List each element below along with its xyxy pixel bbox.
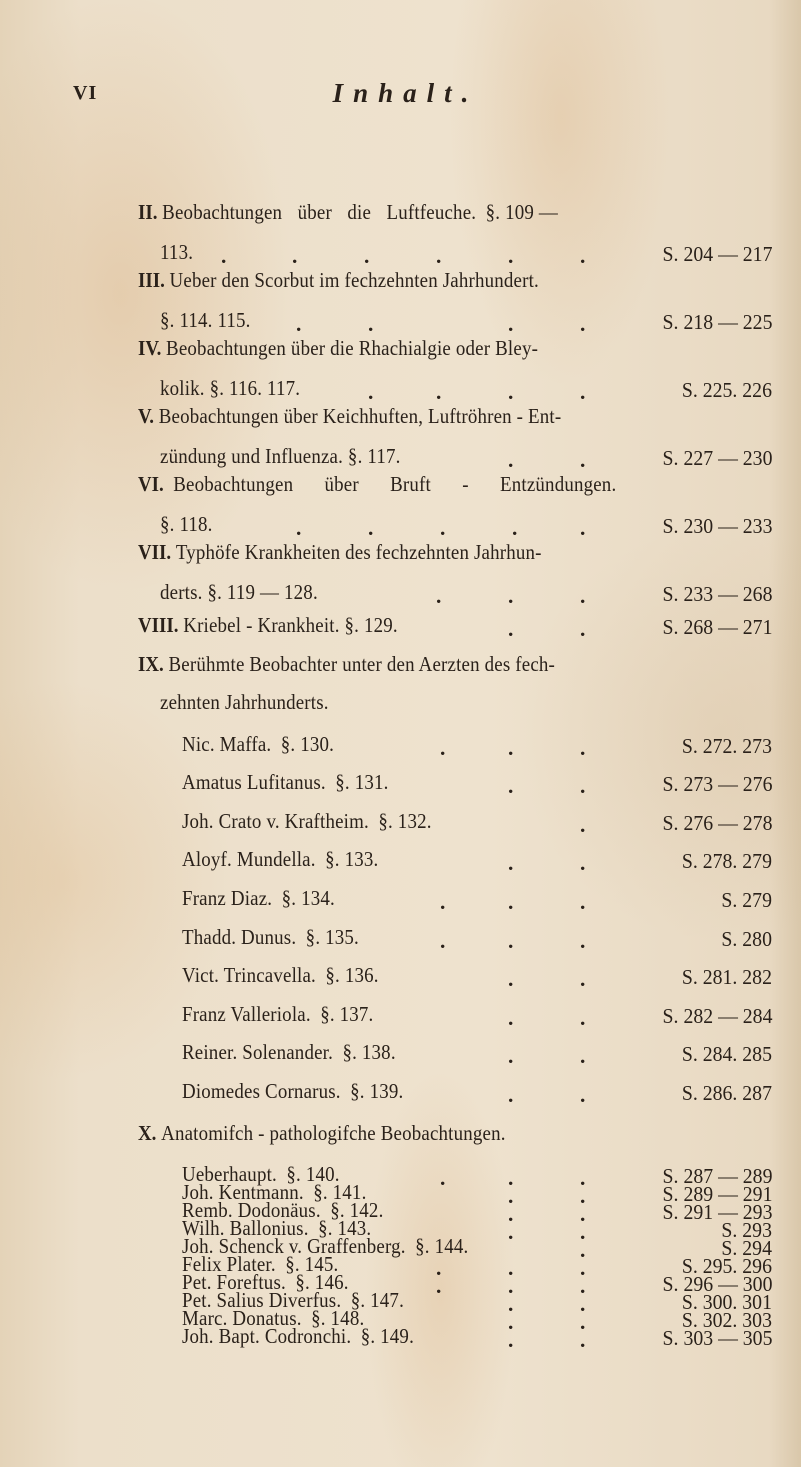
section-numeral: II. <box>138 200 158 224</box>
section-title: Ueber den Scorbut im fechzehnten Jahrhundert. <box>169 268 539 292</box>
section-numeral: III. <box>138 268 165 292</box>
leader-dot: . <box>580 1328 586 1352</box>
page-reference: S. 280 <box>721 927 772 951</box>
leader-dot: . <box>508 380 514 404</box>
leader-dot: . <box>296 516 302 540</box>
section-title: Anatomifch - pathologifche Beobachtungen. <box>161 1121 506 1145</box>
page-reference: S. 279 <box>721 888 772 912</box>
leader-dot: . <box>508 736 514 760</box>
page-reference: S. 276 — 278 <box>662 811 772 835</box>
section-title: Beobachtungen über Keichhuften, Luftröhren - Ent- <box>158 404 562 428</box>
leader-dot: . <box>580 1274 586 1298</box>
entry-paragraph: §. 134. <box>281 886 335 910</box>
entry-name: Ueberhaupt. <box>182 1162 277 1186</box>
leader-dot: . <box>436 380 442 404</box>
entry-name: Amatus Lufitanus. <box>182 770 326 794</box>
toc-entry <box>182 1002 373 1036</box>
leader-dot: . <box>580 890 586 914</box>
leader-dot: . <box>508 312 514 336</box>
entry-paragraph: §. 146. <box>295 1270 349 1294</box>
section-numeral: VI. <box>138 472 164 496</box>
page-reference: S. 287 — 289 <box>662 1164 772 1188</box>
entry-name: Diomedes Cornarus. <box>182 1079 341 1103</box>
page-reference: S. 218 — 225 <box>662 310 772 334</box>
leader-dot: . <box>440 516 446 540</box>
entry-name: Aloyf. Mundella. <box>182 847 316 871</box>
leader-dot: . <box>580 516 586 540</box>
page-reference: S. 272. 273 <box>681 734 772 758</box>
leader-dot: . <box>508 890 514 914</box>
entry-paragraph: §. 148. <box>311 1306 365 1330</box>
page-reference: S. 300. 301 <box>681 1290 772 1314</box>
entry-name: Pet. Foreftus. <box>182 1270 286 1294</box>
entry-paragraph: §. 133. <box>325 847 379 871</box>
section-title: Beobachtungen über die Rhachialgie oder Bley- <box>166 336 539 360</box>
leader-dot: . <box>296 312 302 336</box>
entry-paragraph: §. 138. <box>342 1040 396 1064</box>
leader-dot: . <box>436 1256 442 1280</box>
page-reference: S. 204 — 217 <box>662 242 772 266</box>
leader-dot: . <box>508 1202 514 1226</box>
section-title: Typhöfe Krankheiten des fechzehnten Jahrhun- <box>175 540 542 564</box>
section-numeral: IX. <box>138 652 164 676</box>
leader-dot: . <box>440 736 446 760</box>
section-paragraphs: zündung und Influenza. §. 117. <box>160 444 401 468</box>
section-paragraphs: §. 118. <box>160 512 213 536</box>
leader-dot: . <box>580 929 586 953</box>
leader-dot: . <box>508 1256 514 1280</box>
toc-section-title <box>138 540 542 574</box>
page-reference: S. 268 — 271 <box>662 615 772 639</box>
section-paragraphs: derts. §. 119 — 128. <box>160 580 318 604</box>
page-reference: S. 278. 279 <box>681 849 772 873</box>
leader-dot: . <box>580 380 586 404</box>
entry-name: Pet. Salius Diverfus. <box>182 1288 342 1312</box>
entry-name: Wilh. Ballonius. <box>182 1216 309 1240</box>
leader-dot: . <box>508 774 514 798</box>
leader-dot: . <box>580 1238 586 1262</box>
entry-paragraph: §. 145. <box>285 1252 339 1276</box>
leader-dot: . <box>508 1274 514 1298</box>
entry-name: Thadd. Dunus. <box>182 925 297 949</box>
toc-section-title <box>138 404 561 438</box>
leader-dot: . <box>508 584 514 608</box>
section-numeral: VII. <box>138 540 172 564</box>
section-paragraphs: §. 114. 115. <box>160 308 251 332</box>
leader-dot: . <box>580 1083 586 1107</box>
toc-section-continuation <box>160 690 329 724</box>
leader-dot: . <box>508 1310 514 1334</box>
section-paragraphs: §. 109 — <box>485 200 559 224</box>
leader-dot: . <box>508 1220 514 1244</box>
leader-dot: . <box>580 1292 586 1316</box>
page-reference: S. 303 — 305 <box>662 1326 772 1350</box>
leader-dot: . <box>508 929 514 953</box>
entry-name: Reiner. Solenander. <box>182 1040 334 1064</box>
leader-dot: . <box>508 1328 514 1352</box>
entry-paragraph: §. 143. <box>318 1216 372 1240</box>
running-head: Inhalt. <box>332 78 479 108</box>
toc-entry <box>182 847 378 881</box>
leader-dot: . <box>508 1184 514 1208</box>
entry-name: Franz Valleriola. <box>182 1002 311 1026</box>
toc-entry <box>182 886 335 920</box>
book-page: VI Inhalt. II. Beobachtungen über die Luftfeuche. §. 109 — 113. . . . . . . S. 204 — 217 <box>0 0 801 1467</box>
toc-entry <box>182 963 379 997</box>
entry-paragraph: §. 131. <box>335 770 389 794</box>
leader-dot: . <box>580 1184 586 1208</box>
leader-dot: . <box>580 736 586 760</box>
leader-dot: . <box>580 617 586 641</box>
entry-paragraph: §. 139. <box>350 1079 404 1103</box>
leader-dot: . <box>580 584 586 608</box>
leader-dot: . <box>580 1202 586 1226</box>
leader-dot: . <box>580 774 586 798</box>
toc-section-title <box>138 613 398 647</box>
entry-name: Remb. Dodonäus. <box>182 1198 321 1222</box>
page-reference: S. 294 <box>721 1236 772 1260</box>
toc-section-title <box>138 1121 506 1155</box>
entry-name: Joh. Schenck v. Graffenberg. <box>182 1234 406 1258</box>
section-numeral: X. <box>138 1121 157 1145</box>
section-numeral: IV. <box>138 336 162 360</box>
leader-dot: . <box>508 1166 514 1190</box>
toc-entry <box>182 925 359 959</box>
toc-entry <box>182 809 432 843</box>
entry-name: Joh. Bapt. Codronchi. <box>182 1324 352 1348</box>
section-paragraphs-cont: 113. <box>160 240 194 264</box>
toc-entry <box>182 1079 403 1113</box>
leader-dot: . <box>580 1310 586 1334</box>
page-reference: S. 291 — 293 <box>662 1200 772 1224</box>
entry-name: Nic. Maffa. <box>182 732 272 756</box>
leader-dot: . <box>580 1044 586 1068</box>
section-title: Beobachtungen über die Luftfeuche. <box>162 200 477 224</box>
leader-dot: . <box>440 929 446 953</box>
leader-dot: . <box>580 1220 586 1244</box>
entry-paragraph: §. 147. <box>350 1288 404 1312</box>
section-title: Berühmte Beobachter unter den Aerzten des fech- <box>168 652 556 676</box>
page-reference: S. 281. 282 <box>681 965 772 989</box>
leader-dot: . <box>512 516 518 540</box>
entry-paragraph: §. 149. <box>360 1324 414 1348</box>
page-reference: S. 293 <box>721 1218 772 1242</box>
leader-dot: . <box>508 967 514 991</box>
entry-paragraph: §. 132. <box>378 809 432 833</box>
leader-dot: . <box>440 890 446 914</box>
leader-dot: . <box>508 448 514 472</box>
entry-paragraph: §. 136. <box>325 963 379 987</box>
leader-dot: . <box>508 1292 514 1316</box>
section-subtitle: zehnten Jahrhunderts. <box>160 690 329 714</box>
section-numeral: V. <box>138 404 154 428</box>
leader-dot: . <box>580 851 586 875</box>
entry-paragraph: §. 140. <box>286 1162 340 1186</box>
page-number: VI <box>73 82 98 104</box>
toc-entry <box>182 732 334 766</box>
leader-dot: . <box>580 1256 586 1280</box>
page-reference: S. 302. 303 <box>681 1308 772 1332</box>
leader-dot: . <box>508 1006 514 1030</box>
toc-entry <box>182 770 389 804</box>
entry-paragraph: §. 135. <box>305 925 359 949</box>
leader-dot: . <box>368 380 374 404</box>
section-title: Beobachtungen über Bruft - Entzündungen. <box>173 472 617 496</box>
page-reference: S. 286. 287 <box>681 1081 772 1105</box>
leader-dot: . <box>508 1044 514 1068</box>
page-reference: S. 282 — 284 <box>662 1004 772 1028</box>
toc-section-continuation <box>160 580 318 614</box>
entry-name: Franz Diaz. <box>182 886 273 910</box>
entry-paragraph: §. 142. <box>330 1198 384 1222</box>
page-reference: S. 295. 296 <box>681 1254 772 1278</box>
toc-section-title <box>138 652 555 686</box>
leader-dot: . <box>436 584 442 608</box>
leader-dot: . <box>368 516 374 540</box>
leader-dot: . <box>580 813 586 837</box>
leader-dot: . <box>580 1006 586 1030</box>
section-title: Kriebel - Krankheit. §. 129. <box>183 613 398 637</box>
entry-paragraph: §. 137. <box>320 1002 374 1026</box>
section-paragraphs: kolik. §. 116. 117. <box>160 376 301 400</box>
leader-dot: . <box>368 312 374 336</box>
page-reference: S. 230 — 233 <box>662 514 772 538</box>
leader-dot: . <box>508 1083 514 1107</box>
leader-dot: . <box>440 1166 446 1190</box>
leader-dot: . <box>580 1166 586 1190</box>
toc-section-title <box>138 268 539 302</box>
leader-dot: . <box>508 851 514 875</box>
entry-name: Felix Plater. <box>182 1252 276 1276</box>
entry-name: Joh. Crato v. Kraftheim. <box>182 809 369 833</box>
page-reference: S. 273 — 276 <box>662 772 772 796</box>
toc-section-title <box>138 472 616 506</box>
toc-entry <box>182 1040 396 1074</box>
entry-paragraph: §. 141. <box>313 1180 367 1204</box>
entry-paragraph: §. 130. <box>280 732 335 756</box>
entry-name: Marc. Donatus. <box>182 1306 302 1330</box>
page-reference: S. 233 — 268 <box>662 582 772 606</box>
page-reference: S. 227 — 230 <box>662 446 772 470</box>
page-reference: S. 289 — 291 <box>662 1182 772 1206</box>
toc-entry <box>182 1324 414 1358</box>
leader-dot: . <box>508 617 514 641</box>
section-numeral: VIII. <box>138 613 179 637</box>
page-reference: S. 296 — 300 <box>662 1272 772 1296</box>
leader-dot: . <box>580 312 586 336</box>
entry-name: Vict. Trincavella. <box>182 963 316 987</box>
leader-dot: . <box>580 448 586 472</box>
toc-section-title <box>138 336 538 370</box>
entry-paragraph: §. 144. <box>415 1234 469 1258</box>
entry-name: Joh. Kentmann. <box>182 1180 304 1204</box>
page-reference: S. 225. 226 <box>681 378 772 402</box>
page-reference: S. 284. 285 <box>681 1042 772 1066</box>
leader-dot: . <box>580 967 586 991</box>
leader-dot: . <box>436 1274 442 1298</box>
